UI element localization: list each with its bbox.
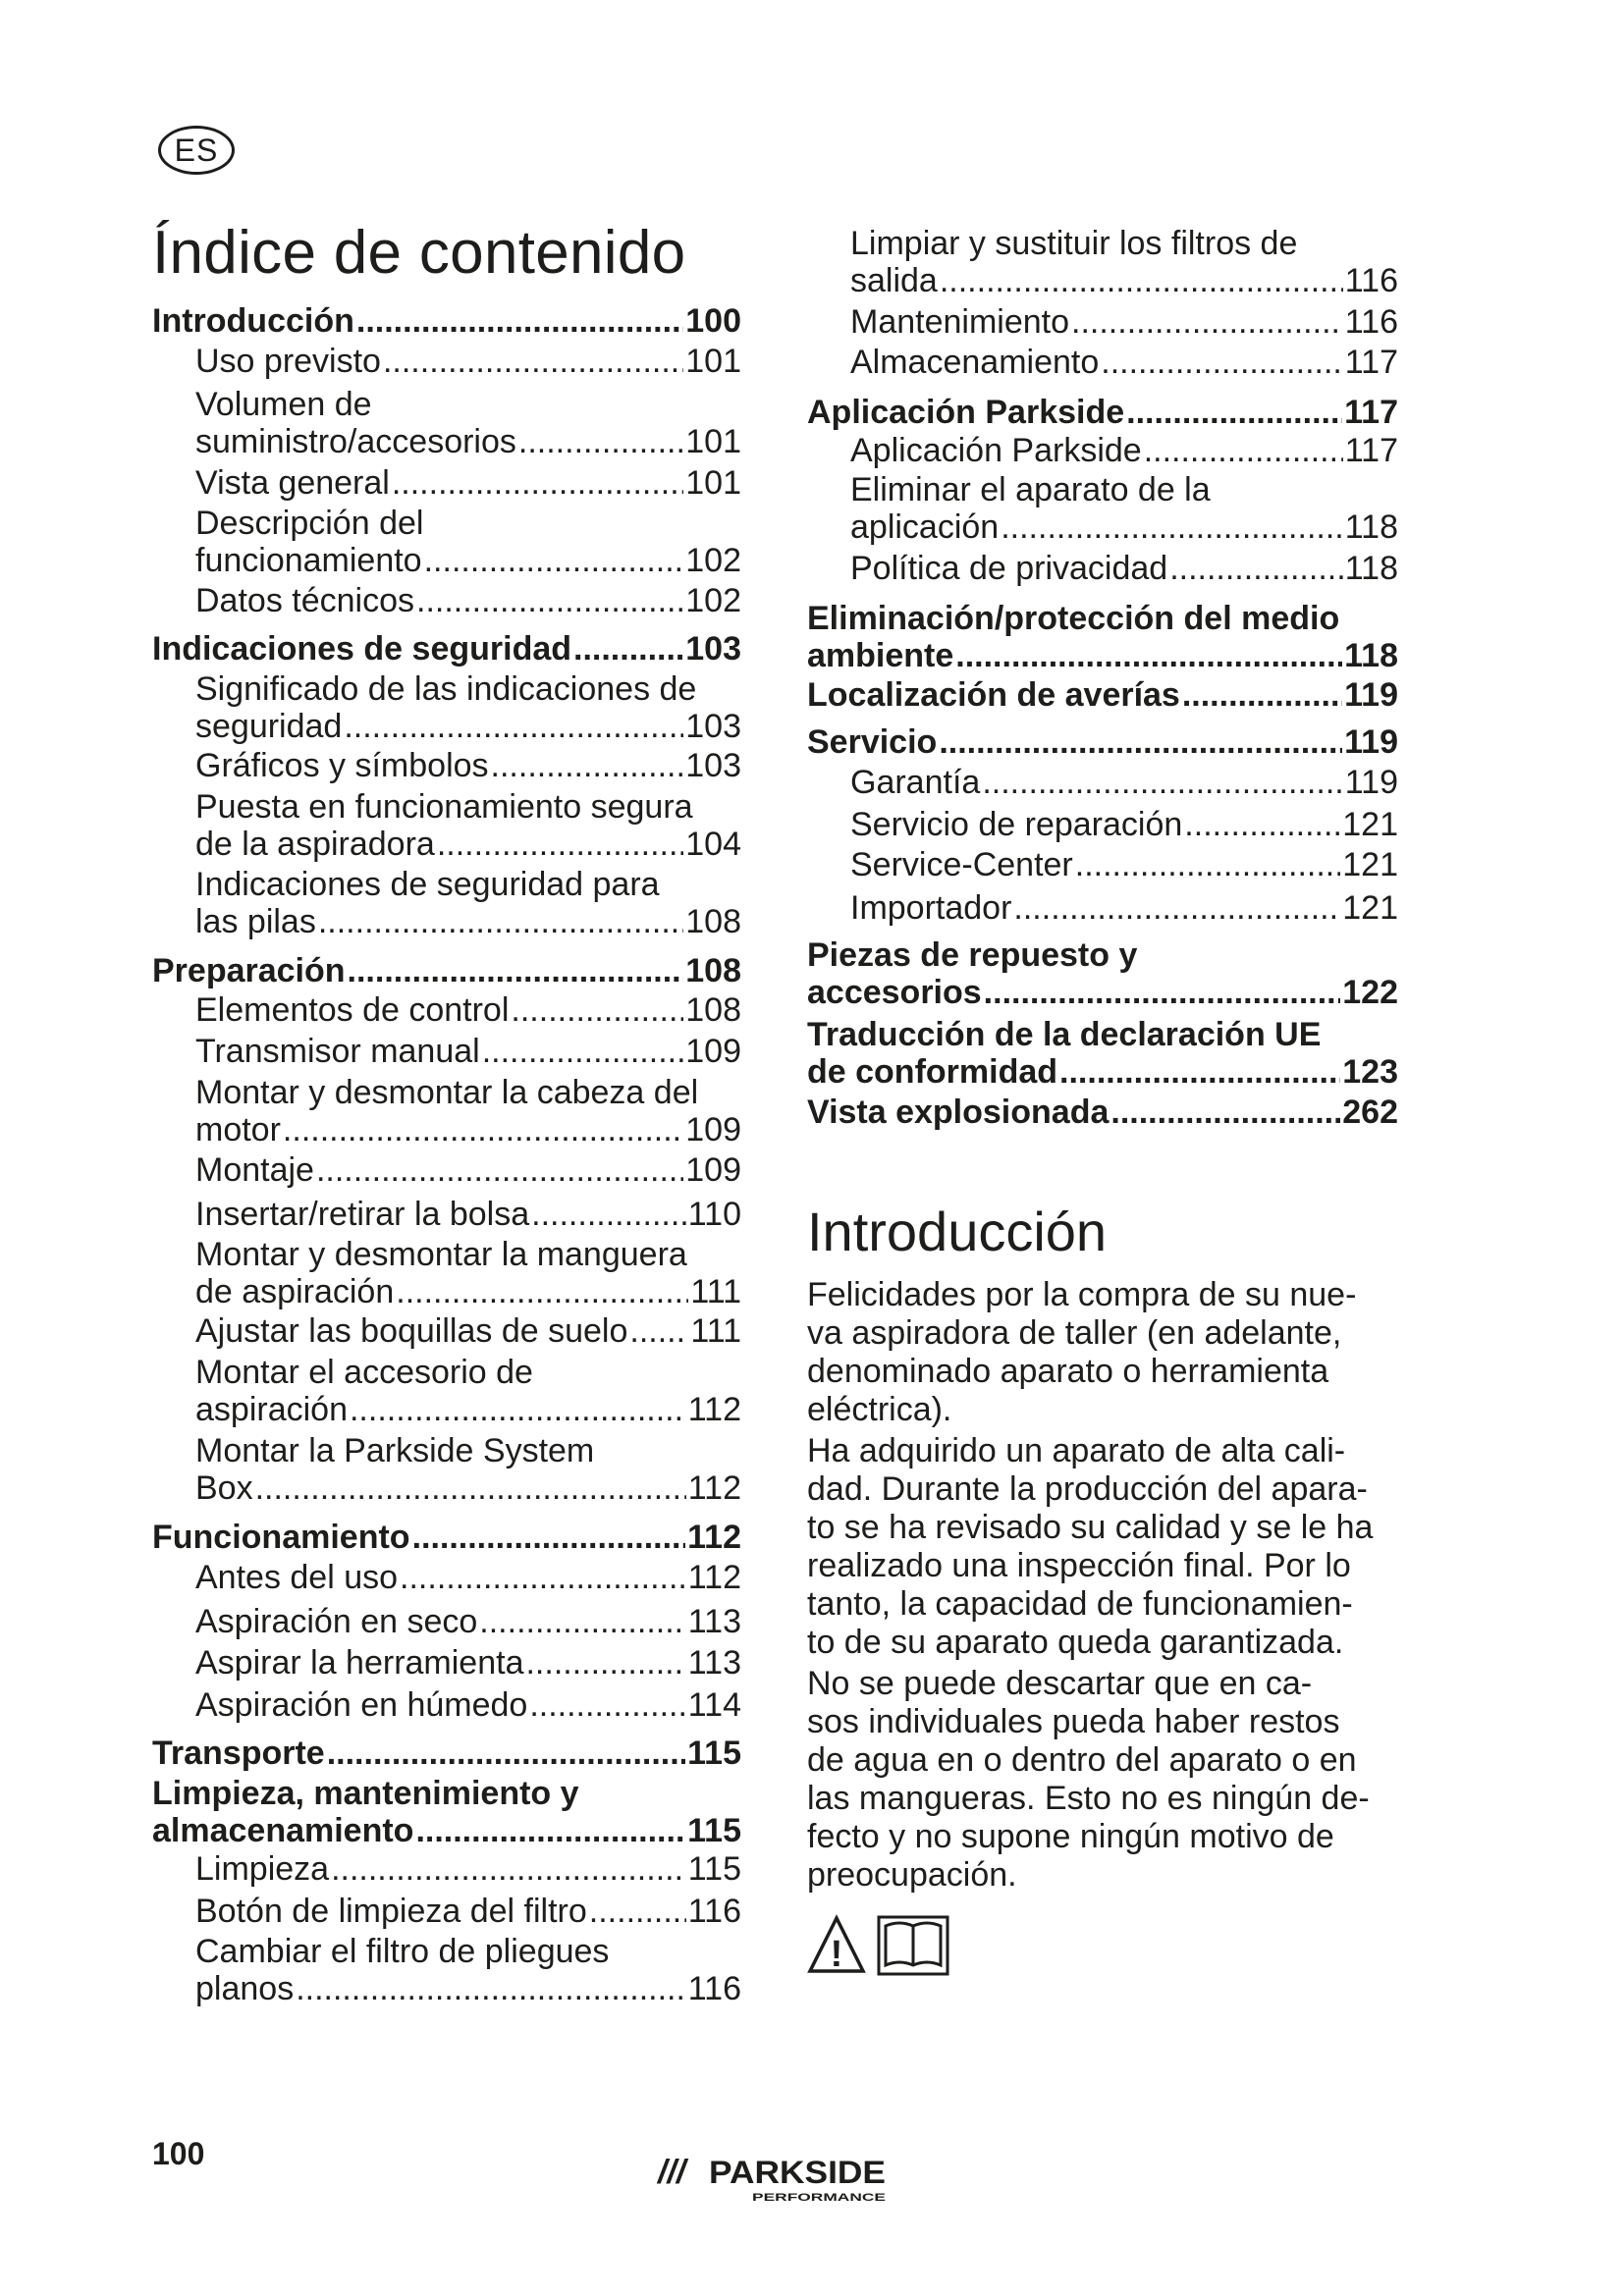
toc-section-entry[interactable] bbox=[807, 1094, 1398, 1131]
toc-subsection-entry[interactable] bbox=[195, 386, 741, 460]
toc-page-number: 112 bbox=[687, 1519, 741, 1556]
toc-entry-text: Ajustar las boquillas de suelo bbox=[195, 1312, 628, 1350]
toc-leader-dots bbox=[392, 464, 683, 502]
toc-entry-text: Funcionamiento bbox=[152, 1519, 410, 1556]
toc-subsection-entry[interactable] bbox=[850, 225, 1398, 299]
toc-subsection-entry[interactable] bbox=[195, 582, 741, 619]
toc-entry-text: las pilas bbox=[195, 903, 316, 940]
toc-leader-dots bbox=[331, 1850, 686, 1888]
toc-entry-text: de la aspiradora bbox=[195, 826, 435, 863]
toc-leader-dots bbox=[525, 1644, 685, 1682]
warning-glyph: ! bbox=[830, 1934, 843, 1975]
toc-section-entry[interactable] bbox=[152, 630, 741, 667]
toc-entry-text: Indicaciones de seguridad para bbox=[195, 866, 660, 903]
toc-entry-text: salida bbox=[850, 262, 938, 299]
toc-page-number: 102 bbox=[685, 542, 741, 579]
toc-page-number: 122 bbox=[1342, 974, 1398, 1011]
toc-entry-text: Box bbox=[195, 1469, 253, 1507]
toc-subsection-entry[interactable] bbox=[850, 764, 1398, 801]
introduction-line: realizado una inspección final. Por lo bbox=[807, 1547, 1351, 1584]
introduction-line: va aspiradora de taller (en adelante, bbox=[807, 1314, 1342, 1352]
toc-entry-text: de conformidad bbox=[807, 1053, 1058, 1091]
toc-page-number: 118 bbox=[1344, 508, 1398, 546]
toc-leader-dots bbox=[1013, 889, 1340, 927]
toc-entry-text: Transmisor manual bbox=[195, 1033, 480, 1070]
toc-section-entry[interactable] bbox=[152, 302, 741, 340]
toc-entry-text: Almacenamiento bbox=[850, 344, 1100, 381]
toc-entry-text: Localización de averías bbox=[807, 676, 1180, 714]
toc-subsection-entry[interactable] bbox=[850, 806, 1398, 843]
toc-entry-text: aplicación bbox=[850, 508, 1000, 546]
toc-section-entry[interactable] bbox=[152, 952, 741, 989]
toc-section-entry[interactable] bbox=[807, 1016, 1398, 1091]
toc-page-number: 116 bbox=[1344, 262, 1398, 299]
toc-subsection-entry[interactable] bbox=[850, 344, 1398, 381]
toc-entry-text: Limpiar y sustituir los filtros de bbox=[850, 225, 1298, 262]
toc-entry-text: Montar el accesorio de bbox=[195, 1354, 533, 1391]
toc-entry-text: Limpieza bbox=[195, 1850, 330, 1888]
toc-section-entry[interactable] bbox=[807, 936, 1398, 1011]
toc-leader-dots bbox=[437, 826, 683, 863]
toc-page-number: 108 bbox=[685, 903, 741, 940]
warning-triangle-icon bbox=[807, 1914, 866, 1977]
toc-entry-text: Datos técnicos bbox=[195, 582, 414, 619]
toc-subsection-entry[interactable] bbox=[195, 991, 741, 1029]
toc-entry-text: Servicio de reparación bbox=[850, 806, 1183, 843]
toc-subsection-entry[interactable] bbox=[195, 1850, 741, 1888]
toc-leader-dots bbox=[629, 1312, 688, 1350]
toc-page-number: 101 bbox=[685, 343, 741, 380]
toc-subsection-entry[interactable] bbox=[195, 1151, 741, 1189]
toc-section-entry[interactable] bbox=[152, 1519, 741, 1556]
toc-entry-text: Mantenimiento bbox=[850, 303, 1070, 341]
toc-page-number: 121 bbox=[1342, 846, 1398, 883]
toc-page-number: 114 bbox=[687, 1686, 741, 1724]
toc-subsection-entry[interactable] bbox=[195, 1686, 741, 1724]
toc-entry-text: Introducción bbox=[152, 302, 354, 340]
toc-entry-text: Aspirar la herramienta bbox=[195, 1644, 524, 1682]
toc-subsection-entry[interactable] bbox=[195, 1236, 741, 1310]
toc-entry-text: Aplicación Parkside bbox=[850, 432, 1142, 469]
toc-page-number: 115 bbox=[687, 1850, 741, 1888]
toc-entry-text: Significado de las indicaciones de bbox=[195, 670, 697, 708]
toc-page-number: 112 bbox=[687, 1559, 741, 1596]
toc-entry-text: Eliminación/protección del medio bbox=[807, 600, 1340, 637]
toc-page-number: 109 bbox=[685, 1111, 741, 1148]
toc-page-number: 119 bbox=[1344, 676, 1398, 714]
toc-subsection-entry[interactable] bbox=[850, 303, 1398, 341]
toc-entry-text: funcionamiento bbox=[195, 542, 422, 579]
toc-entry-text: Transporte bbox=[152, 1735, 325, 1772]
toc-leader-dots bbox=[1169, 550, 1343, 587]
toc-entry-text: Montaje bbox=[195, 1151, 314, 1189]
symbols-row bbox=[807, 1914, 950, 1977]
toc-section-entry[interactable] bbox=[807, 394, 1398, 431]
toc-page-number: 118 bbox=[1344, 637, 1398, 674]
toc-page-number: 123 bbox=[1342, 1053, 1398, 1091]
introduction-line: denominado aparato o herramienta bbox=[807, 1353, 1329, 1390]
toc-leader-dots bbox=[296, 1970, 686, 2007]
toc-entry-text: ambiente bbox=[807, 637, 954, 674]
toc-leader-dots bbox=[939, 723, 1342, 761]
toc-page-number: 115 bbox=[687, 1735, 741, 1772]
toc-page-number: 115 bbox=[687, 1812, 741, 1849]
toc-entry-text: Montar y desmontar la manguera bbox=[195, 1236, 687, 1273]
toc-entry-text: planos bbox=[195, 1970, 295, 2007]
toc-page-number: 104 bbox=[685, 826, 741, 863]
toc-page-number: 108 bbox=[685, 952, 741, 989]
toc-subsection-entry[interactable] bbox=[195, 505, 741, 579]
toc-leader-dots bbox=[412, 1519, 686, 1556]
toc-entry-text: Piezas de repuesto y bbox=[807, 936, 1138, 974]
toc-entry-text: Volumen de bbox=[195, 386, 372, 423]
toc-leader-dots bbox=[1184, 806, 1340, 843]
introduction-paragraph bbox=[807, 1432, 1406, 1662]
section-title-introduction: Introducción bbox=[807, 1201, 1108, 1262]
toc-leader-dots bbox=[589, 1893, 686, 1930]
toc-page-number: 101 bbox=[685, 464, 741, 502]
toc-leader-dots bbox=[1075, 846, 1341, 883]
toc-entry-text: Vista explosionada bbox=[807, 1094, 1110, 1131]
introduction-line: to se ha revisado su calidad y se le ha bbox=[807, 1509, 1374, 1546]
toc-leader-dots bbox=[491, 747, 684, 784]
toc-subsection-entry[interactable] bbox=[850, 432, 1398, 469]
introduction-line: Ha adquirido un aparato de alta cali- bbox=[807, 1432, 1346, 1469]
toc-subsection-entry[interactable] bbox=[195, 1033, 741, 1070]
toc-leader-dots bbox=[940, 262, 1343, 299]
toc-entry-text: Botón de limpieza del filtro bbox=[195, 1893, 587, 1930]
introduction-line: eléctrica). bbox=[807, 1391, 952, 1428]
toc-leader-dots bbox=[479, 1603, 686, 1640]
toc-subsection-entry[interactable] bbox=[850, 846, 1398, 883]
toc-page-number: 112 bbox=[687, 1469, 741, 1507]
toc-leader-dots bbox=[1059, 1053, 1340, 1091]
brand-logo bbox=[656, 2150, 892, 2209]
toc-entry-text: suministro/accesorios bbox=[195, 423, 516, 460]
toc-subsection-entry[interactable] bbox=[195, 1893, 741, 1930]
toc-page-number: 102 bbox=[685, 582, 741, 619]
toc-entry-text: Vista general bbox=[195, 464, 390, 502]
toc-entry-text: Descripción del bbox=[195, 505, 424, 542]
toc-entry-text: Montar y desmontar la cabeza del bbox=[195, 1074, 699, 1111]
toc-entry-text: aspiración bbox=[195, 1391, 348, 1428]
toc-leader-dots bbox=[424, 542, 684, 579]
introduction-body bbox=[807, 1276, 1406, 1897]
toc-page-number: 109 bbox=[685, 1033, 741, 1070]
language-code: ES bbox=[174, 132, 219, 168]
toc-leader-dots bbox=[415, 1812, 685, 1849]
toc-entry-text: Service-Center bbox=[850, 846, 1073, 883]
toc-section-entry[interactable] bbox=[152, 1735, 741, 1772]
toc-leader-dots bbox=[396, 1273, 688, 1310]
toc-leader-dots bbox=[573, 630, 683, 667]
language-badge bbox=[158, 126, 235, 175]
toc-subsection-entry[interactable] bbox=[195, 464, 741, 502]
toc-leader-dots bbox=[316, 1151, 683, 1189]
toc-page-number: 116 bbox=[687, 1970, 741, 2007]
introduction-line: preocupación. bbox=[807, 1856, 1017, 1894]
introduction-line: fecto y no supone ningún motivo de bbox=[807, 1818, 1334, 1855]
toc-page-number: 118 bbox=[1344, 550, 1398, 587]
toc-subsection-entry[interactable] bbox=[850, 889, 1398, 927]
page-number: 100 bbox=[152, 2136, 205, 2171]
toc-section-entry[interactable] bbox=[152, 1775, 741, 1849]
toc-entry-text: Servicio bbox=[807, 723, 938, 761]
toc-leader-dots bbox=[1126, 394, 1342, 431]
toc-page-number: 119 bbox=[1344, 764, 1398, 801]
toc-subsection-entry[interactable] bbox=[195, 1603, 741, 1640]
introduction-line: to de su aparato queda garantizada. bbox=[807, 1624, 1344, 1661]
toc-section-entry[interactable] bbox=[807, 723, 1398, 761]
toc-leader-dots bbox=[356, 302, 683, 340]
toc-entry-text: Garantía bbox=[850, 764, 981, 801]
toc-page-number: 110 bbox=[687, 1196, 741, 1233]
toc-subsection-entry[interactable] bbox=[195, 1074, 741, 1148]
toc-entry-text: accesorios bbox=[807, 974, 982, 1011]
brand-subline: PERFORMANCE bbox=[752, 2192, 886, 2204]
toc-leader-dots bbox=[318, 903, 683, 940]
introduction-paragraph bbox=[807, 1665, 1406, 1895]
toc-subsection-entry[interactable] bbox=[850, 550, 1398, 587]
toc-page-number: 111 bbox=[690, 1312, 741, 1350]
toc-leader-dots bbox=[344, 708, 683, 745]
toc-page-number: 116 bbox=[687, 1893, 741, 1930]
toc-subsection-entry[interactable] bbox=[195, 1559, 741, 1596]
introduction-line: de agua en o dentro del aparato o en bbox=[807, 1741, 1357, 1779]
toc-entry-text: Aplicación Parkside bbox=[807, 394, 1125, 431]
toc-leader-dots bbox=[511, 991, 683, 1029]
toc-subsection-entry[interactable] bbox=[195, 1933, 741, 2007]
toc-leader-dots bbox=[383, 343, 683, 380]
toc-leader-dots bbox=[1110, 1094, 1340, 1131]
toc-leader-dots bbox=[255, 1469, 686, 1507]
toc-subsection-entry[interactable] bbox=[850, 471, 1398, 546]
toc-subsection-entry[interactable] bbox=[195, 670, 741, 745]
toc-entry-text: Gráficos y símbolos bbox=[195, 747, 489, 784]
toc-subsection-entry[interactable] bbox=[195, 1196, 741, 1233]
toc-section-entry[interactable] bbox=[807, 600, 1398, 674]
toc-leader-dots bbox=[400, 1559, 686, 1596]
toc-leader-dots bbox=[518, 423, 683, 460]
introduction-line: las mangueras. Esto no es ningún de- bbox=[807, 1780, 1370, 1817]
introduction-line: tanto, la capacidad de funcionamien- bbox=[807, 1585, 1353, 1623]
toc-subsection-entry[interactable] bbox=[195, 866, 741, 940]
toc-page-number: 101 bbox=[685, 423, 741, 460]
toc-title: Índice de contenido bbox=[152, 219, 686, 287]
toc-leader-dots bbox=[982, 764, 1342, 801]
toc-entry-text: Preparación bbox=[152, 952, 346, 989]
toc-leader-dots bbox=[1182, 676, 1342, 714]
toc-page-number: 109 bbox=[685, 1151, 741, 1189]
toc-leader-dots bbox=[283, 1111, 683, 1148]
toc-subsection-entry[interactable] bbox=[195, 747, 741, 784]
toc-page-number: 117 bbox=[1344, 432, 1398, 469]
toc-leader-dots bbox=[416, 582, 683, 619]
toc-entry-text: Indicaciones de seguridad bbox=[152, 630, 572, 667]
toc-entry-text: Montar la Parkside System bbox=[195, 1432, 595, 1469]
toc-leader-dots bbox=[327, 1735, 685, 1772]
introduction-paragraph bbox=[807, 1276, 1406, 1429]
toc-leader-dots bbox=[1144, 432, 1343, 469]
toc-entry-text: motor bbox=[195, 1111, 281, 1148]
manual-book-icon bbox=[876, 1914, 950, 1977]
toc-subsection-entry[interactable] bbox=[195, 788, 741, 863]
introduction-line: No se puede descartar que en ca- bbox=[807, 1665, 1313, 1702]
toc-entry-text: Elementos de control bbox=[195, 991, 510, 1029]
toc-leader-dots bbox=[1001, 508, 1343, 546]
toc-entry-text: seguridad bbox=[195, 708, 343, 745]
toc-page-number: 117 bbox=[1344, 344, 1398, 381]
toc-leader-dots bbox=[529, 1686, 685, 1724]
toc-entry-text: Uso previsto bbox=[195, 343, 381, 380]
toc-entry-text: de aspiración bbox=[195, 1273, 395, 1310]
toc-leader-dots bbox=[1101, 344, 1343, 381]
toc-subsection-entry[interactable] bbox=[195, 1432, 741, 1507]
toc-entry-text: Traducción de la declaración UE bbox=[807, 1016, 1322, 1053]
toc-leader-dots bbox=[348, 952, 684, 989]
toc-entry-text: Puesta en funcionamiento segura bbox=[195, 788, 693, 826]
toc-page-number: 103 bbox=[685, 708, 741, 745]
toc-leader-dots bbox=[984, 974, 1341, 1011]
brand-mark: /// bbox=[658, 2154, 686, 2191]
toc-page-number: 103 bbox=[685, 630, 741, 667]
toc-page-number: 117 bbox=[1344, 394, 1398, 431]
toc-page-number: 116 bbox=[1344, 303, 1398, 341]
toc-page-number: 100 bbox=[685, 302, 741, 340]
toc-entry-text: Aspiración en húmedo bbox=[195, 1686, 528, 1724]
toc-entry-text: Insertar/retirar la bolsa bbox=[195, 1196, 530, 1233]
toc-entry-text: Limpieza, mantenimiento y bbox=[152, 1775, 579, 1812]
toc-entry-text: Política de privacidad bbox=[850, 550, 1168, 587]
toc-leader-dots bbox=[482, 1033, 684, 1070]
toc-subsection-entry[interactable] bbox=[195, 1644, 741, 1682]
toc-leader-dots bbox=[1071, 303, 1343, 341]
toc-leader-dots bbox=[955, 637, 1342, 674]
toc-page-number: 262 bbox=[1342, 1094, 1398, 1131]
toc-leader-dots bbox=[350, 1391, 686, 1428]
brand-name: PARKSIDE bbox=[709, 2155, 886, 2190]
toc-section-entry[interactable] bbox=[807, 676, 1398, 714]
toc-page-number: 121 bbox=[1342, 806, 1398, 843]
toc-subsection-entry[interactable] bbox=[195, 343, 741, 380]
toc-page-number: 103 bbox=[685, 747, 741, 784]
toc-subsection-entry[interactable] bbox=[195, 1312, 741, 1350]
toc-page-number: 119 bbox=[1344, 723, 1398, 761]
toc-page-number: 111 bbox=[690, 1273, 741, 1310]
toc-leader-dots bbox=[531, 1196, 686, 1233]
introduction-line: Felicidades por la compra de su nue- bbox=[807, 1276, 1357, 1313]
toc-page-number: 113 bbox=[687, 1603, 741, 1640]
toc-page-number: 113 bbox=[687, 1644, 741, 1682]
toc-page-number: 108 bbox=[685, 991, 741, 1029]
toc-entry-text: Importador bbox=[850, 889, 1012, 927]
toc-entry-text: Cambiar el filtro de pliegues bbox=[195, 1933, 610, 1970]
introduction-line: sos individuales pueda haber restos bbox=[807, 1703, 1340, 1740]
toc-entry-text: Eliminar el aparato de la bbox=[850, 471, 1211, 508]
toc-page-number: 112 bbox=[687, 1391, 741, 1428]
toc-page-number: 121 bbox=[1342, 889, 1398, 927]
toc-subsection-entry[interactable] bbox=[195, 1354, 741, 1428]
toc-entry-text: Antes del uso bbox=[195, 1559, 399, 1596]
toc-entry-text: almacenamiento bbox=[152, 1812, 414, 1849]
introduction-line: dad. Durante la producción del apara- bbox=[807, 1470, 1368, 1508]
toc-entry-text: Aspiración en seco bbox=[195, 1603, 478, 1640]
